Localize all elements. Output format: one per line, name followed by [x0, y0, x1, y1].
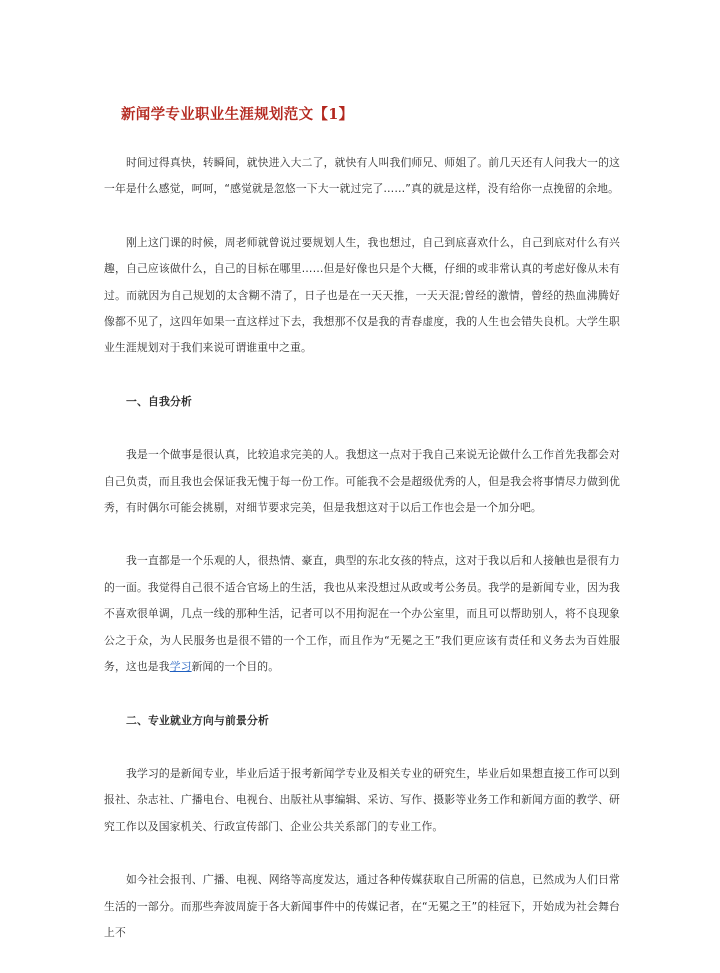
self-analysis-text: 我一直都是一个乐观的人，很热情、豪直，典型的东北女孩的特点，这对于我以后和人接触也是很有力的一面。我觉得自己很不适合官场上的生活，我也从来没想过从政或考公务员。我学的是新闻专业，因为我不喜欢很单调，几点一线的那种生活，记者可以不用拘泥在一个办公室里，而且可以帮助别人，将不良现象公之于众，为人民服务也是很不错的一个工作，而且作为“无冕之王”我们更应该有责任和义务去为百姓服务，这也是我: [104, 554, 620, 674]
document-title: 新闻学专业职业生涯规划范文【1】: [121, 106, 354, 123]
intro-paragraph: 时间过得真快，转瞬间，就快进入大二了，就快有人叫我们师兄、师姐了。前几天还有人问我大一的这一年是什么感觉，呵呵，“感觉就是忽悠一下大一就过完了……”真的就是这样，没有给你一点挽留的余地。: [104, 156, 620, 196]
career-direction-paragraph: 我学习的是新闻专业，毕业后适于报考新闻学专业及相关专业的研究生，毕业后如果想直接工作可以到报社、杂志社、广播电台、电视台、出版社从事编辑、采访、写作、摄影等业务工作和新闻方面的教学、研究工作以及国家机关、行政宣传部门、企业公共关系部门的专业工作。: [104, 766, 620, 833]
planning-paragraph: 刚上这门课的时候，周老师就曾说过要规划人生，我也想过，自己到底喜欢什么，自己到底对什么有兴趣，自己应该做什么，自己的目标在哪里……但是好像也只是个大概，仔细的或非常认真的考虑好像从未有过。而就因为自己规划的太含糊不清了，日子也是在一天天推，一天天混;曾经的激情，曾经的热血沸腾好像都不见了，这四年如果一直这样过下去，我想那不仅是我的青春虚度，我的人生也会错失良机。大学生职业生涯规划对于我们来说可谓谁重中之重。: [104, 235, 620, 355]
study-link[interactable]: 学习: [169, 660, 192, 674]
self-analysis-paragraph-2: [104, 548, 620, 680]
section-heading-career-direction: 二、专业就业方向与前景分析: [126, 713, 269, 727]
media-paragraph: 如今社会报刊、广播、电视、网络等高度发达，通过各种传媒获取自己所需的信息，已然成为人们日常生活的一部分。而那些奔波周旋于各大新闻事件中的传媒记者，在“无冕之王”的桂冠下，开始成为社会舞台上不: [104, 873, 620, 939]
self-analysis-text-end: 新闻的一个目的。: [191, 660, 280, 674]
self-analysis-paragraph-1: 我是一个做事是很认真，比较追求完美的人。我想这一点对于我自己来说无论做什么工作首先我都会对自己负责，而且我也会保证我无愧于每一份工作。可能我不会是超级优秀的人，但是我会将事情尽力做到优秀，有时偶尔可能会挑剔，对细节要求完美，但是我想这对于以后工作也会是一个加分吧。: [104, 448, 620, 515]
document-body: [104, 150, 620, 973]
section-heading-self-analysis: 一、自我分析: [126, 394, 192, 408]
